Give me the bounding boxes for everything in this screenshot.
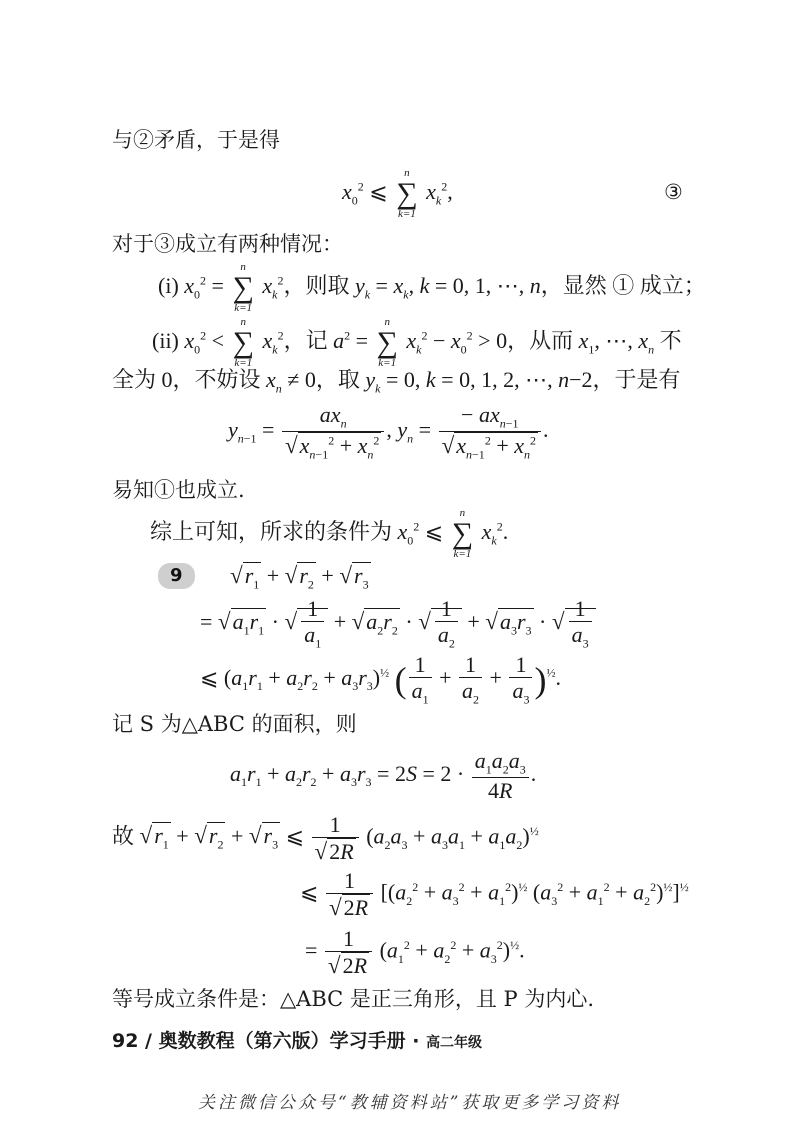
equation-9-line-2: = $√a_1r_1$ · √ $\frac{1}{a_1}$ + $√a_2r_2$ · √ $\frac{1}{a_2}$ + $√a_3r_3$ · √ $\frac{1}{a_3}$ — [200, 596, 596, 651]
conclusion-line: 综上可知，所求的条件为 $x_0^2$ ⩽ n ∑ k=1 $x_k^2$. — [150, 507, 509, 560]
equation-y: $y_{n-1}$ = $\frac{ax_n}{√x_{n-1}^2 + x_n^2}$ , $y_n$ = $\frac{- ax_{n-1}}{√x_{n-1}^2 + x_n^2}$ . — [228, 402, 549, 462]
final-line-1: 故 $√r_1 + √r_2 + √r_3$ ⩽ $\frac{1}{√2R}$ $(a_2a_3 + a_3a_1 + a_1a_2)^{\frac{1}{2}}$ — [112, 812, 539, 865]
equation-9-line-3: ⩽ $(a_1r_1 + a_2r_2 + a_3r_3)^{\frac{1}{2}}$ ( $\frac{1}{a_1}$ + $\frac{1}{a_2}$ + $\frac{1}{a_3}$ )$^{\frac{1}{2}}$. — [200, 652, 561, 707]
equation-3: $x_0^2$ ⩽ n ∑ k=1 $x_k^2$, — [342, 167, 453, 220]
equation-3-label: ③ — [664, 180, 683, 204]
case-ii: (ii) $x_0^2$ < n ∑ k=1 $x_k^2$，记 $a^2$ = n ∑ k=1 $x_k^2 - x_0^2 > 0$，从而 $x_1$, ⋯, $x_n$ 不 — [152, 316, 682, 369]
case-i: (i) $x_0^2$ = n ∑ k=1 $x_k^2$，则取 $y_k = x_k$, k = 0, 1, ⋯, n，显然 ① 成立； — [158, 261, 706, 314]
page-footer — [112, 1030, 482, 1053]
text-line-8: 易知①也成立. — [112, 478, 245, 502]
problem-number-badge: 9 — [158, 562, 195, 589]
text-line-1: 与②矛盾，于是得 — [112, 128, 280, 152]
area-equation: $a_1r_1 + a_2r_2 + a_3r_3 = 2S = 2$ · $\frac{a_1a_2a_3}{4R}$ . — [230, 748, 537, 804]
equation-9-line-1: $√r_1 + √r_2 + √r_3$ — [230, 562, 369, 592]
watermark: 关注微信公众号“教辅资料站”获取更多学习资料 — [198, 1093, 622, 1113]
text-line-18: 等号成立条件是：△ABC 是正三角形，且 P 为内心. — [112, 987, 595, 1011]
text-line-6: 全为 0，不妨设 $x_n \ne 0$，取 $y_k = 0$, k = 0, 1, 2, ⋯, n−2，于是有 — [112, 367, 681, 396]
footer-grade: 高二年级 — [426, 1035, 483, 1051]
text-line-3: 对于③成立有两种情况： — [112, 232, 343, 256]
text-line-13: 记 S 为△ABC 的面积，则 — [112, 712, 357, 736]
final-line-3: = $\frac{1}{√2R}$ $(a_1^2 + a_2^2 + a_3^2)^{\frac{1}{2}}$. — [305, 926, 525, 979]
final-line-2: ⩽ $\frac{1}{√2R}$ [$(a_2^2 + a_3^2 + a_1^2)^{\frac{1}{2}}$ $(a_3^2 + a_1^2 + a_2^2)^{\frac{1}{2}}]^{\frac{1}{2}}$ — [300, 868, 689, 921]
footer-title: 92 / 奥数教程（第六版）学习手册 · — [112, 1030, 427, 1052]
